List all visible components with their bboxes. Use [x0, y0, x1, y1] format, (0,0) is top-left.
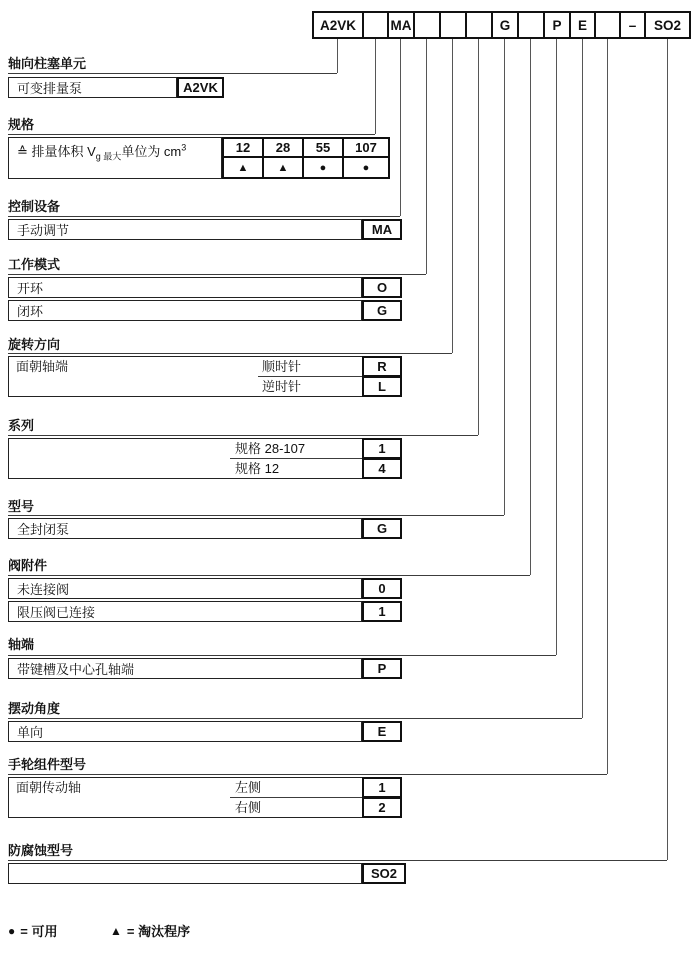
heading-rule	[8, 216, 400, 217]
connector-line-swivel	[582, 39, 583, 718]
connector-line-valve	[530, 39, 531, 575]
option-code-so2: SO2	[362, 863, 406, 884]
section-heading-handwheel: 手轮组件型号	[8, 757, 87, 772]
option-label-pressure-valve: 限压阀已连接	[8, 601, 362, 622]
option-label-empty	[8, 863, 362, 884]
heading-rule	[8, 435, 478, 436]
handwheel-option-right: 右侧	[235, 800, 262, 815]
code-cell-handwheel	[594, 13, 619, 37]
heading-rule	[8, 718, 582, 719]
section-heading-axial-piston-unit: 轴向柱塞单元	[8, 56, 87, 71]
option-code-right-2: 2	[362, 797, 402, 818]
code-cell-type: G	[491, 13, 517, 37]
heading-rule	[8, 515, 504, 516]
row-divider	[230, 797, 362, 798]
option-label-no-valve: 未连接阀	[8, 578, 362, 599]
option-code-o: O	[362, 277, 402, 298]
section-heading-control-device: 控制设备	[8, 199, 61, 214]
heading-rule	[8, 353, 452, 354]
handwheel-option-left: 左侧	[235, 780, 262, 795]
legend-text-available: = 可用	[20, 924, 58, 939]
size-value-107: 107	[342, 137, 390, 158]
size-description-label	[8, 137, 222, 179]
size-symbol-circle: ●	[302, 156, 344, 179]
code-cell-corrosion: SO2	[644, 13, 689, 37]
option-code-4: 4	[362, 458, 402, 479]
section-heading-valve-attachment: 阀附件	[8, 558, 48, 573]
section-heading-operating-mode: 工作模式	[8, 257, 61, 272]
option-code-ma: MA	[362, 219, 402, 240]
connector-line-control	[400, 39, 401, 216]
series-option-28-107: 规格 28-107	[235, 441, 306, 456]
option-label-sealed-pump: 全封闭泵	[8, 518, 362, 539]
series-option-12: 规格 12	[235, 461, 280, 476]
option-code-e: E	[362, 721, 402, 742]
code-cell-operating-mode	[413, 13, 439, 37]
connector-line-pump-type	[337, 39, 338, 73]
heading-rule	[8, 860, 667, 861]
section-heading-size: 规格	[8, 117, 35, 132]
section-heading-shaft-end: 轴端	[8, 637, 35, 652]
section-heading-rotation: 旋转方向	[8, 337, 61, 352]
circle-icon: ●	[8, 923, 16, 938]
section-heading-type: 型号	[8, 499, 35, 514]
section-heading-series: 系列	[8, 418, 35, 433]
heading-rule	[8, 274, 426, 275]
size-symbol-triangle: ▲	[262, 156, 304, 179]
connector-line-shaft	[556, 39, 557, 655]
triangle-icon: ▲	[110, 923, 122, 938]
ordering-code-header	[312, 11, 691, 39]
option-code-a2vk: A2VK	[177, 77, 224, 98]
size-label-text: ≙ 排量体积 $V_{g 最大}$单位为 $cm^3$	[17, 142, 187, 162]
connector-line-corrosion	[667, 39, 668, 860]
code-cell-control-device: MA	[387, 13, 413, 37]
option-code-g: G	[362, 300, 402, 321]
section-heading-swivel-angle: 摆动角度	[8, 701, 61, 716]
connector-line-mode	[426, 39, 427, 274]
option-code-left-1: 1	[362, 777, 402, 798]
code-cell-valve-attachment	[517, 13, 543, 37]
option-code-1-valve: 1	[362, 601, 402, 622]
option-label-manual: 手动调节	[8, 219, 362, 240]
option-code-1: 1	[362, 438, 402, 459]
code-cell-swivel-angle: E	[569, 13, 594, 37]
connector-line-handwheel	[607, 39, 608, 774]
legend-text-phaseout: = 淘汰程序	[126, 924, 191, 939]
row-divider	[230, 458, 362, 459]
option-label-one-side: 单向	[8, 721, 362, 742]
row-divider	[258, 376, 362, 377]
size-symbol-circle: ●	[342, 156, 390, 179]
code-cell-shaft-end: P	[543, 13, 569, 37]
rotation-option-clockwise: 顺时针	[262, 359, 302, 374]
connector-line-type	[504, 39, 505, 515]
heading-rule	[8, 134, 375, 135]
legend-item-phaseout	[110, 921, 190, 940]
size-value-12: 12	[222, 137, 264, 158]
code-cell-dash: –	[619, 13, 644, 37]
code-cell-size	[362, 13, 387, 37]
size-symbol-triangle: ▲	[222, 156, 264, 179]
option-code-l: L	[362, 376, 402, 397]
heading-rule	[8, 575, 530, 576]
option-label-open-circuit: 开环	[8, 277, 362, 298]
option-code-g-type: G	[362, 518, 402, 539]
rotation-option-counterclockwise: 逆时针	[262, 379, 302, 394]
option-label-closed-circuit: 闭环	[8, 300, 362, 321]
code-cell-rotation	[439, 13, 465, 37]
connector-line-series	[478, 39, 479, 435]
size-value-28: 28	[262, 137, 304, 158]
size-value-55: 55	[302, 137, 344, 158]
heading-rule	[8, 774, 607, 775]
rotation-group-label: 面朝轴端	[16, 359, 69, 374]
code-cell-series	[465, 13, 491, 37]
connector-line-rotation	[452, 39, 453, 353]
handwheel-group-label: 面朝传动轴	[16, 780, 82, 795]
option-code-0: 0	[362, 578, 402, 599]
heading-rule	[8, 73, 337, 74]
option-label-variable-pump: 可变排量泵	[8, 77, 177, 98]
code-cell-pump-type: A2VK	[319, 17, 356, 33]
option-code-p: P	[362, 658, 402, 679]
section-heading-corrosion: 防腐蚀型号	[8, 843, 74, 858]
heading-rule	[8, 655, 556, 656]
legend-item-available	[8, 921, 57, 940]
option-code-r: R	[362, 356, 402, 377]
connector-line-size	[375, 39, 376, 134]
option-label-keyed-shaft: 带键槽及中心孔轴端	[8, 658, 362, 679]
